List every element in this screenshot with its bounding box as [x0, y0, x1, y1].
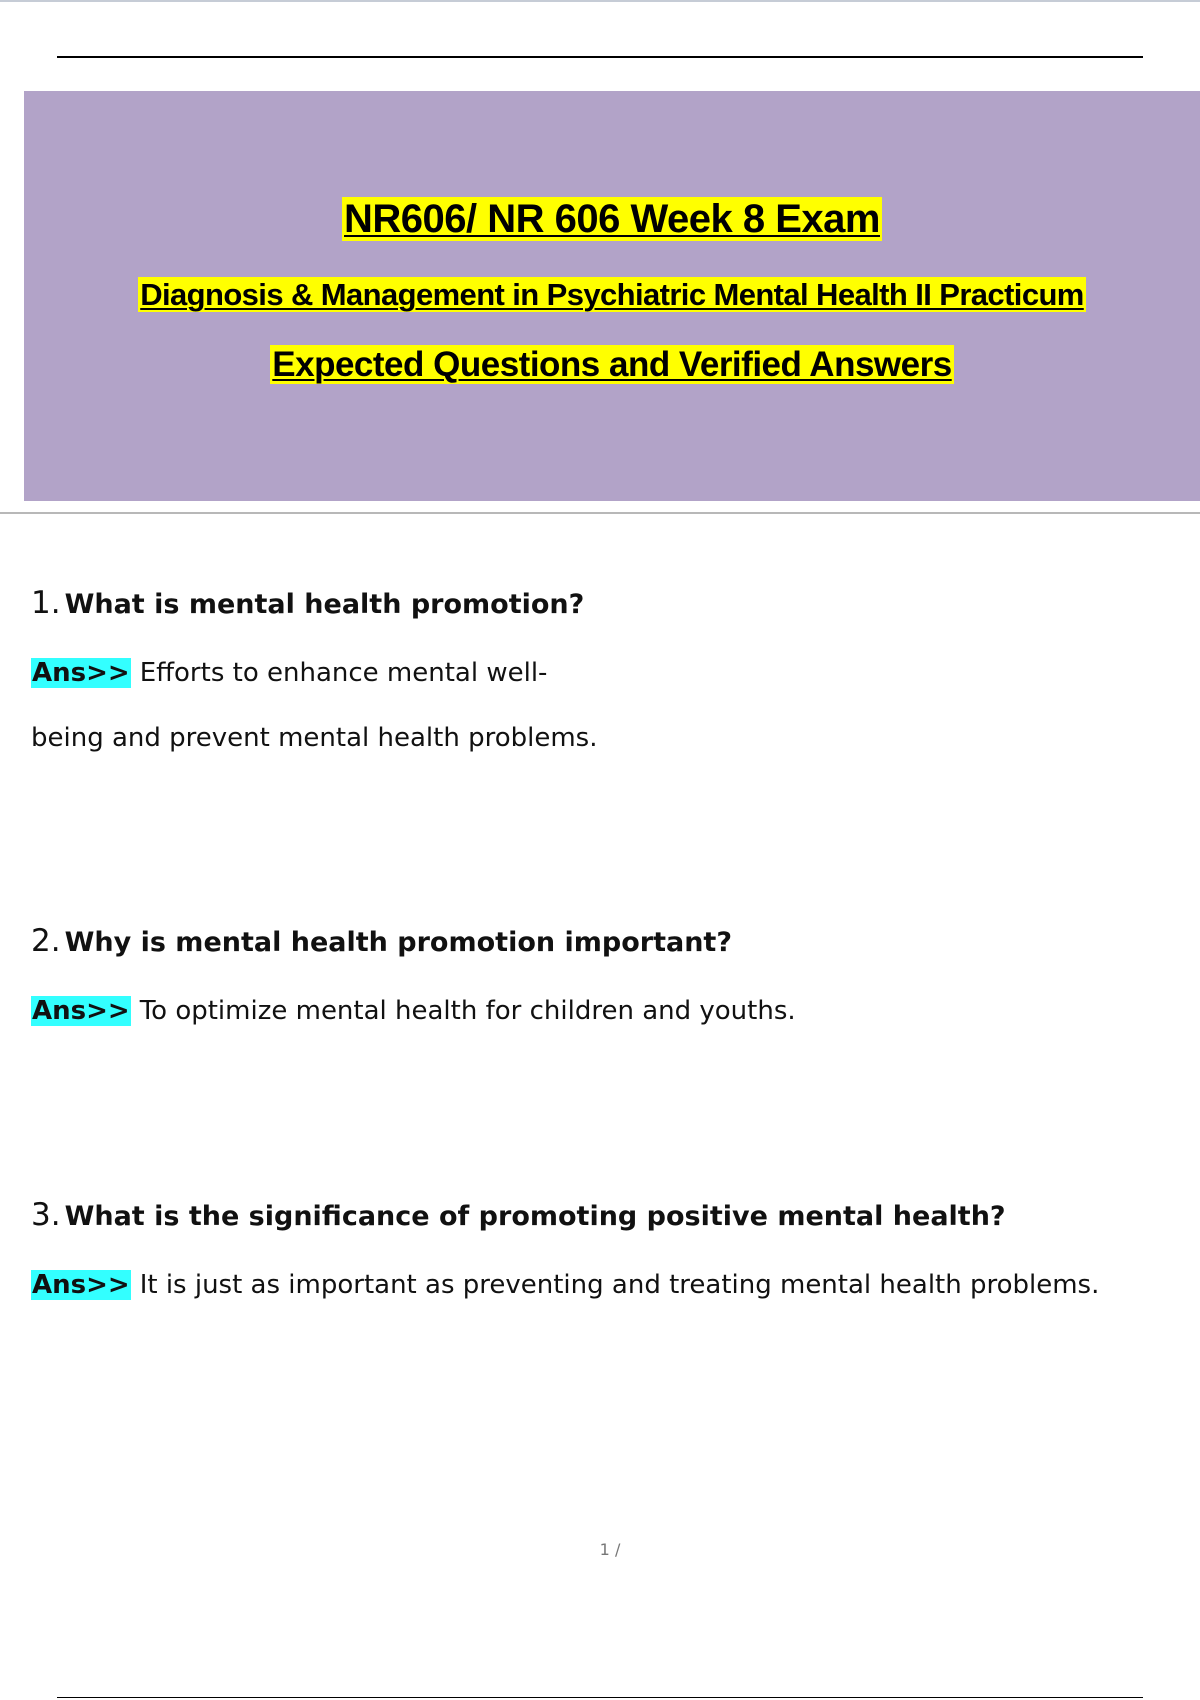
question-2 [31, 924, 1181, 960]
page-number: 1 / [599, 1540, 621, 1559]
document-tagline: Expected Questions and Verified Answers [272, 345, 952, 384]
answer-text: To optimize mental health for children and youths. [139, 996, 796, 1026]
answer-tag: Ans>> [32, 1270, 130, 1300]
question-text: What is mental health promotion? [64, 589, 585, 620]
question-1 [31, 586, 1181, 622]
answer-3 [31, 1268, 1181, 1302]
header-rule [57, 56, 1143, 58]
document-title: NR606/ NR 606 Week 8 Exam [344, 197, 880, 241]
footer-rule [57, 1697, 1143, 1698]
question-block-1 [31, 586, 1181, 755]
question-block-2 [31, 924, 1181, 1028]
answer-tag: Ans>> [32, 658, 130, 688]
answer-1 [31, 656, 1181, 690]
answer-text: It is just as important as preventing and treating mental health problems. [139, 1270, 1100, 1300]
question-block-3 [31, 1198, 1181, 1302]
document-subtitle: Diagnosis & Management in Psychiatric Mental Health II Practicum [140, 277, 1084, 312]
banner-separator [0, 512, 1200, 514]
question-number: 1. [31, 585, 61, 621]
question-3 [31, 1198, 1181, 1234]
question-number: 2. [31, 923, 61, 959]
question-number: 3. [31, 1197, 61, 1233]
answer-tag: Ans>> [32, 996, 130, 1026]
question-text: Why is mental health promotion important? [64, 927, 732, 958]
answer-2 [31, 994, 1181, 1028]
question-text: What is the significance of promoting positive mental health? [64, 1201, 1006, 1232]
answer-text: Efforts to enhance mental well- [139, 658, 548, 688]
answer-1-continued: being and prevent mental health problems. [31, 723, 598, 753]
page-top-edge [0, 0, 1200, 2]
